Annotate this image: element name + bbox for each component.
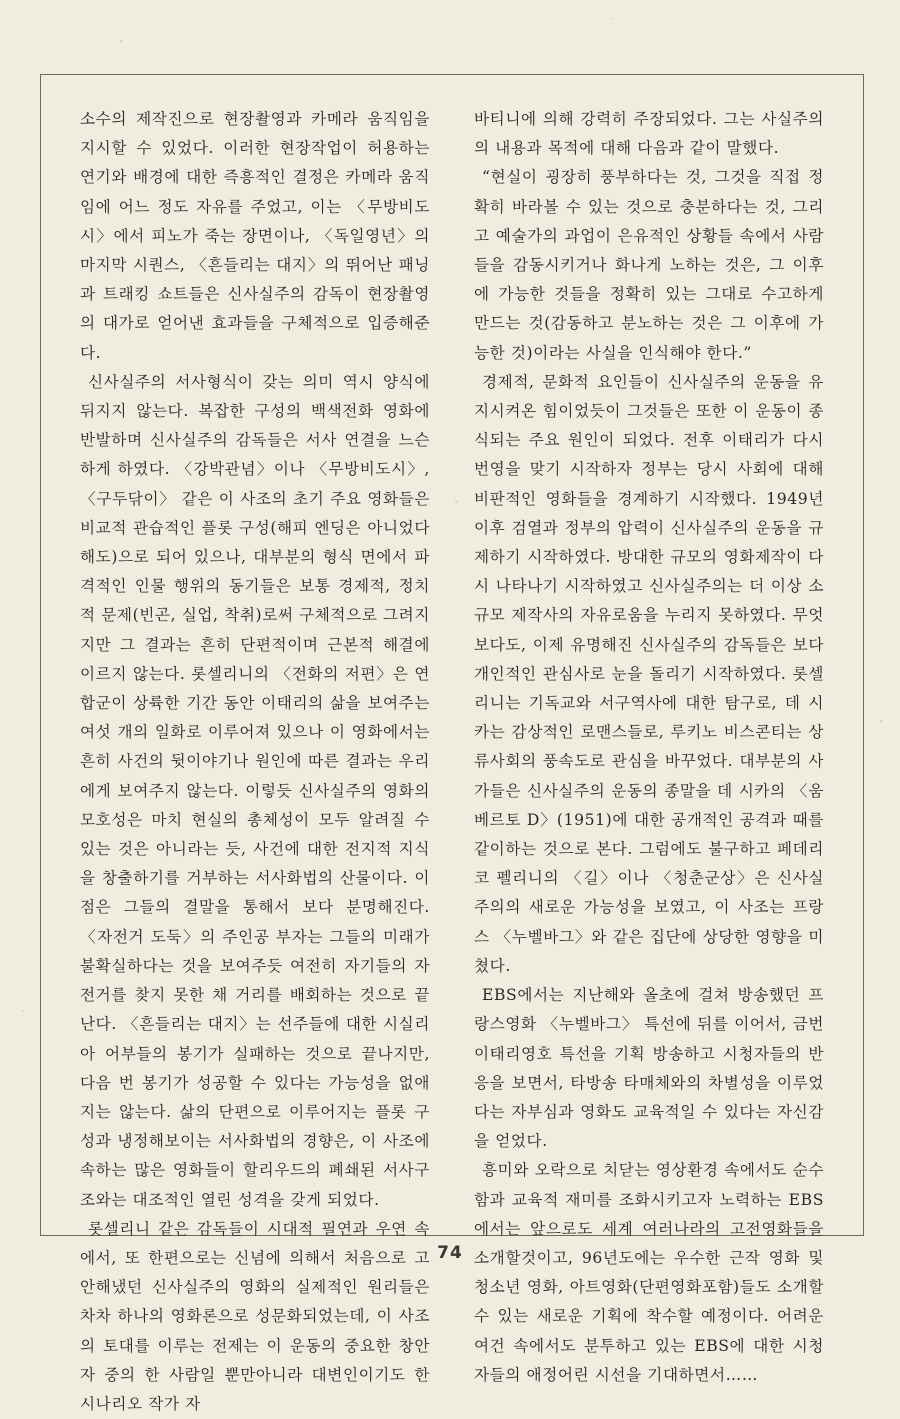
paragraph: 경제적, 문화적 요인들이 신사실주의 운동을 유지시켜온 힘이었듯이 그것들은 또한 이 운동이 종식되는 주요 원인이 되었다. 전후 이태리가 다시 번영을 맞기 시작하자 정부는 당시 사회에 대해 비판적인 영화들을 경계하기 시작했다. 1949년 이후 검열과 정부의 압력이 신사실주의 운동을 규제하기 시작하였다. 방대한 규모의 영화제작이 다시 나타나기 시작하였고 신사실주의는 더 이상 소규모 제작사의 자유로움을 누리지 못하였다. 무엇보다도, 이제 유명해진 신사실주의 감독들은 보다 개인적인 관심사로 눈을 돌리기 시작하였다. 롯셀리니는 기독교와 서구역사에 대한 탐구로, 데 시카는 감상적인 로맨스들로, 루키노 비스콘티는 상류사회의 풍속도로 관심을 바꾸었다. 대부분의 사가들은 신사실주의 운동의 종말을 데 시카의 〈움베르토 D〉(1951)에 대한 공개적인 공격과 때를 같이하는 것으로 본다. 그럼에도 불구하고 페데리코 펠리니의 〈길〉이나 〈청춘군상〉은 신사실주의의 새로운 가능성을 보였고, 이 사조는 프랑스 〈누벨바그〉와 같은 집단에 상당한 영향을 미쳤다.	[474, 372, 824, 975]
paper-speck	[610, 18, 612, 20]
paper-speck	[880, 720, 883, 723]
paragraph: 바티니에 의해 강력히 주장되었다. 그는 사실주의의 내용과 목적에 대해 다음과 같이 말했다.	[474, 110, 824, 158]
page-number: 74	[437, 1243, 463, 1263]
paper-speck	[22, 1010, 24, 1012]
right-column	[474, 105, 824, 1390]
paragraph: 소수의 제작진으로 현장촬영과 카메라 움직임을 지시할 수 있었다. 이러한 현장작업이 허용하는 연기와 배경에 대한 즉흥적인 결정은 카메라 움직임에 어느 정도 자유를 주었고, 이는 〈무방비도시〉에서 피노가 죽는 장면이나, 〈독일영년〉의 마지막 시퀀스, 〈흔들리는 대지〉의 뛰어난 패닝과 트래킹 쇼트들은 신사실주의 감독이 현장촬영의 대가로 얻어낸 효과들을 구체적으로 입증해준다.	[80, 110, 430, 362]
paragraph: 흥미와 오락으로 치닫는 영상환경 속에서도 순수함과 교육적 재미를 조화시키고자 노력하는 EBS에서는 앞으로도 세계 여러나라의 고전영화들을 소개할것이고, 96년도에는 우수한 근작 영화 및 청소년 영화, 아트영화(단편영화포함)들도 소개할 수 있는 새로운 기획에 착수할 예정이다. 어려운 여건 속에서도 분투하고 있는 EBS에 대한 시청자들의 애정어린 시선을 기대하면서……	[474, 1161, 824, 1384]
quotation: “현실이 굉장히 풍부하다는 것, 그것을 직접 정확히 바라볼 수 있는 것으로 충분하다는 것, 그리고 예술가의 과업이 은유적인 상황들 속에서 사람들을 감동시키거나 화나게 노하는 것은, 그 이후에 가능한 것들을 정확히 있는 그대로 수고하게 만드는 것(감동하고 분노하는 것은 그 이후에 가능한 것)이라는 사실을 인식해야 한다.”	[474, 168, 824, 362]
paragraph: 신사실주의 서사형식이 갖는 의미 역시 양식에 뒤지지 않는다. 복잡한 구성의 백색전화 영화에 반발하며 신사실주의 감독들은 서사 연결을 느슨하게 하였다. 〈강박관념〉이나 〈무방비도시〉, 〈구두닦이〉 같은 이 사조의 초기 주요 영화들은 비교적 관습적인 플롯 구성(해피 엔딩은 아니었다 해도)으로 되어 있으나, 대부분의 형식 면에서 파격적인 인물 행위의 동기들은 보통 경제적, 정치적 문제(빈곤, 실업, 착취)로써 구체적으로 그려지지만 그 결과는 흔히 단편적이며 근본적 해결에 이르지 않는다. 롯셀리니의 〈전화의 저편〉은 연합군이 상륙한 기간 동안 이태리의 삶을 보여주는 여섯 개의 일화로 이루어져 있으나 이 영화에서는 흔히 사건의 뒷이야기나 원인에 따른 결과는 우리에게 보여주지 않는다. 이렇듯 신사실주의 영화의 모호성은 마치 현실의 총체성이 모두 알려질 수 있는 것은 아니라는 듯, 사건에 대한 전지적 지식을 창출하기를 거부하는 서사화법의 산물이다. 이 점은 그들의 결말을 통해서 보다 분명해진다. 〈자전거 도둑〉의 주인공 부자는 그들의 미래가 불확실하다는 것을 보여주듯 여전히 자기들의 자전거를 찾지 못한 채 거리를 배회하는 것으로 끝난다. 〈흔들리는 대지〉는 선주들에 대한 시실리아 어부들의 봉기가 실패하는 것으로 끝나지만, 다음 번 봉기가 성공할 수 있다는 가능성을 없애지는 않는다. 삶의 단편으로 이루어지는 플롯 구성과 냉정해보이는 서사화법의 경향은, 이 사조에 속하는 많은 영화들이 할리우드의 폐쇄된 서사구조와는 대조적인 열린 성격을 갖게 되었다.	[80, 372, 430, 1209]
paragraph: EBS에서는 지난해와 올초에 걸쳐 방송했던 프랑스영화 〈누벨바그〉 특선에 뒤를 이어서, 금번 이태리영호 특선을 기획 방송하고 시청자들의 반응을 보면서, 타방송 타매체와의 차별성을 이루었다는 자부심과 영화도 교육적일 수 있다는 자신감을 얻었다.	[474, 986, 824, 1151]
left-column	[80, 105, 430, 1419]
paper-speck	[120, 40, 123, 43]
paragraph: 롯셀리니 같은 감독들이 시대적 필연과 우연 속에서, 또 한편으로는 신념에 의해서 처음으로 고안해냈던 신사실주의 영화의 실제적인 원리들은 차차 하나의 영화론으로 성문화되었는데, 이 사조의 토대를 이루는 전제는 이 운동의 중요한 창안자 중의 한 사람일 뿐만아니라 대변인이기도 한 시나리오 작가 자	[80, 1219, 430, 1413]
